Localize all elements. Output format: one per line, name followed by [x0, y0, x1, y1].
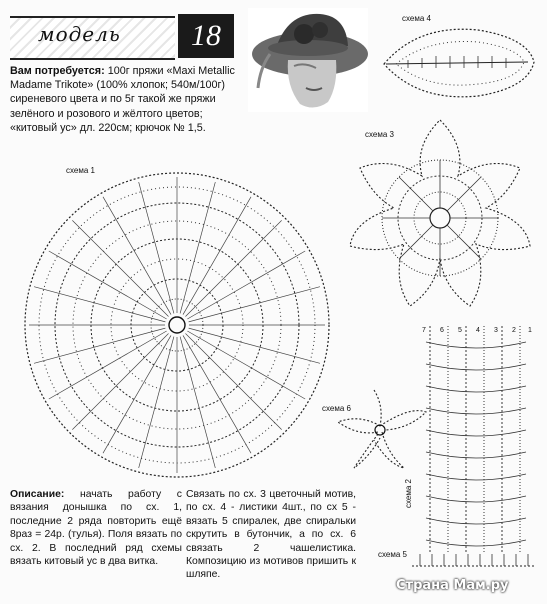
- scheme-2-row-number: 3: [494, 327, 498, 334]
- scheme-6-sepal: [330, 384, 430, 474]
- stitch-spoke: [180, 182, 215, 313]
- stitch-spoke: [183, 335, 251, 453]
- brim-arc: [426, 386, 526, 392]
- watermark: Страна Мам.ру: [396, 578, 509, 593]
- scheme-2-row-number: 2: [512, 327, 516, 334]
- scheme-1-crown: [18, 166, 336, 484]
- stitch-spoke: [189, 287, 320, 322]
- stitch-spoke: [185, 333, 281, 429]
- stitch-spoke: [187, 331, 305, 399]
- stitch-spoke: [72, 220, 168, 316]
- hat-photo: [248, 8, 368, 112]
- description-text-1: начать работу с вязания донышка по сх. 1, последние 2 ряда повторить ещё 8раз = 24р. (тулья). Поля вязать по сх. 2. В последний ряд схемы вязать китовый ус в два витка.: [10, 489, 182, 568]
- stitch-spoke: [49, 331, 167, 399]
- materials-text: 100г пряжи «Maxi Metallic Madame Trikote» (100% хлопок; 540м/100г) сиреневого цвета и по 5г такой же пряжи зелёного и розового и жёлтого цветов; «китовый ус» дл. 220см; крючок № 1,5.: [10, 65, 235, 134]
- brim-arc: [426, 430, 526, 436]
- scheme-2-row-number: 7: [422, 327, 426, 334]
- stitch-spoke: [185, 220, 281, 316]
- stitch-spoke: [183, 197, 251, 315]
- model-banner: [10, 16, 175, 60]
- brim-arc: [426, 364, 526, 370]
- stitch-spoke: [103, 335, 171, 453]
- stitch-spoke: [187, 251, 305, 319]
- materials-block: [10, 64, 246, 135]
- brim-arc: [426, 342, 526, 348]
- description-col-1: [10, 488, 182, 568]
- scheme-2-row-number: 6: [440, 327, 444, 334]
- brim-arc: [426, 408, 526, 414]
- scheme-2-brim: [420, 322, 538, 558]
- brim-arc: [426, 496, 526, 502]
- stitch-spoke: [139, 182, 174, 313]
- stitch-spoke: [139, 337, 174, 468]
- description-col-2: Связать по сх. 3 цветочный мотив, по сх. 4 - листики 4шт., по сх 5 - вязать 5 спиралек, две спиральки скрутить в бутончик, а по сх. 6 связать 2 чашелистика. Композицию из мотивов пришить к шляпе.: [186, 489, 356, 581]
- stitch-spoke: [180, 337, 215, 468]
- scheme-2-row-number: 1: [528, 327, 532, 334]
- scheme-3-label: схема 3: [365, 130, 394, 139]
- stitch-spoke: [189, 328, 320, 363]
- brim-arc: [426, 518, 526, 524]
- scheme-4-leaf: [378, 22, 538, 102]
- scheme-1-label: схема 1: [66, 166, 95, 175]
- stitch-spoke: [72, 333, 168, 429]
- stitch-spoke: [49, 251, 167, 319]
- scheme-4-label: схема 4: [402, 14, 431, 23]
- materials-heading: Вам потребуется:: [10, 65, 105, 77]
- stitch-spoke: [34, 287, 165, 322]
- scheme-2-row-number: 5: [458, 327, 462, 334]
- scheme-5-label: схема 5: [378, 550, 407, 559]
- scheme-6-label: схема 6: [322, 404, 351, 413]
- brim-arc: [426, 540, 526, 546]
- scheme-3-flower: [340, 116, 540, 316]
- brim-arc: [426, 474, 526, 480]
- scheme-5-spiral: [410, 550, 538, 572]
- model-number: 18: [178, 14, 234, 58]
- scheme-2-label: схема 2: [404, 479, 413, 508]
- description-heading: Описание:: [10, 489, 65, 500]
- stitch-spoke: [103, 197, 171, 315]
- stitch-spoke: [34, 328, 165, 363]
- brim-arc: [426, 452, 526, 458]
- scheme-2-row-number: 4: [476, 327, 480, 334]
- model-label: модель: [38, 22, 121, 46]
